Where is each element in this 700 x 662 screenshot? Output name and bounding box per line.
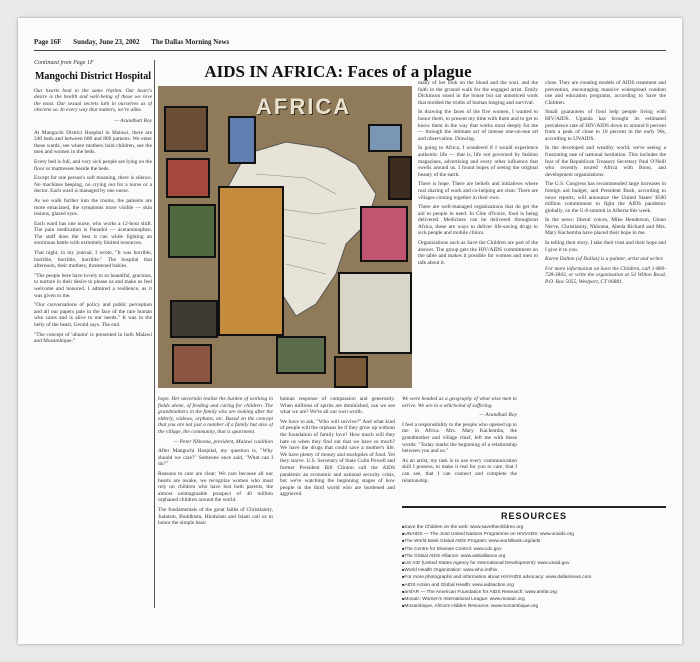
paragraph: "Our conversations of policy and public perception and all our papers pale in the face of the rare human who cares and is alive to our needs." It was in the belly of the beast, Gerald says. The end. bbox=[34, 302, 152, 328]
paragraph: We have to ask, "Who will survive?" And what kind of people will the orphans be if they grow up without the foundation of family love? How much will they hate us when they find out that we have so much? We have the drugs that could save a mother's life. We have plenty of money and stockpiles of food. Yet they starve. U.S. Secretary of State Colin Powell and former President Bill Clinton call the AIDS pandemic an economic and national security crisis, but we're watching the beginning stages of how people in the third world who are burdened and aggrieved. bbox=[280, 418, 395, 498]
paragraph: In the developed and wealthy world, we're seeing a frustrating rate of national hesitation. This includes the fear of the Republican Treasury Secretary Paul O'Neill who recently toured Africa with Bono, and development organizations. bbox=[545, 145, 666, 178]
paragraph: I feel a responsibility to the people who opened up to me in Africa. Mrs. Mary Kachemba, the grandmother and village chief, left me with these words: "Today marks the beginning of a relationship between you and us." bbox=[402, 421, 517, 455]
column-2 bbox=[158, 396, 273, 608]
paper-name: The Dallas Morning News bbox=[151, 38, 230, 46]
paragraph: Small guarantees of food help people living with HIV/AIDS. Uganda has brought its estimated prevalence rate of HIV/AIDS down to around 8 percent from a peak of close to 18 percent in the early 90s, according to UNAIDS. bbox=[545, 109, 666, 142]
paragraph: "The concept of 'ubuntu' is presented in both Malawi and Mozambique." bbox=[34, 331, 152, 345]
paragraph: The U.S. Congress has recommended large increases in foreign aid budget, and President Bush, according to news reports, will announce the United States' $500 million commitment to fight the AIDS pandemic globally, on the G-8 summit in Alberta this week. bbox=[545, 181, 666, 214]
quote-attribution: — Arundhati Roy bbox=[479, 412, 517, 419]
paragraph: That night, in my journal, I wrote, "It was horrible, horrible, horrible, horrible." The hospital that afternoon, their mothers, threatened babies. bbox=[34, 250, 152, 270]
mother-baby-photo bbox=[218, 186, 284, 336]
author-bio: Karen Dalton (of Dallas) is a painter, artist and writer. bbox=[545, 256, 664, 263]
portrait-photo-child bbox=[164, 106, 208, 152]
paragraph: The fundamentals of the great faiths of Christianity, Judaism, Buddhism, Hinduism and Islam call us to honor the simple basic bbox=[158, 506, 273, 527]
column-4 bbox=[402, 396, 517, 501]
paragraph: Every bed is full, and very sick people are lying on the floor or mattresses beside the beds. bbox=[34, 158, 152, 172]
village-photo bbox=[276, 336, 326, 374]
resources-list bbox=[402, 524, 666, 610]
paragraph: In going to Africa, I wondered if I would experience authentic life — that is, life not governed by fashion magazines, advertising and every other influence that swells around us. I found hopes of seeing the original beauty of the earth. bbox=[418, 145, 538, 178]
section-heading: Mangochi District Hospital bbox=[34, 70, 152, 82]
dark-portrait-photo bbox=[388, 156, 412, 200]
inset-map bbox=[338, 272, 412, 354]
resources-title: RESOURCES bbox=[500, 511, 567, 521]
paragraph: Each ward has one nurse, who works a 12-hour shift. The pain medication is Panadol — acetaminophen. The staff does the best it can while fighting an enormous battle with extremely limited resources. bbox=[34, 220, 152, 247]
paragraph: Organizations such as Save the Children are part of the answer. The group gets the HIV/AIDS commitment on the table and makes it possible for women and men to talk about it. bbox=[418, 240, 538, 266]
quote-attribution: — Peter Nkhoma, president, Malawi coalition bbox=[173, 438, 273, 445]
newspaper-page bbox=[18, 18, 682, 644]
contact-info: For more information on Save the Children, call 1-800-728-3843, or write the organization at 54 Wilton Road, P.O. Box 5055, Westport, CT 06881. bbox=[545, 265, 666, 286]
column-divider bbox=[154, 60, 155, 608]
paragraph: There are well-managed organizations that do get the aid to people in need. In Côte d'Ivoire, food is being delivered. Medicines can be delivered throughout Africa, these are ways to deliver life-saving drugs to sick people and mobile clinics. bbox=[418, 204, 538, 237]
resource-item[interactable]: ■ US AID (United States Agency for International Development): www.usaid.gov bbox=[402, 560, 666, 567]
paragraph: In the news: liberal voices, Mike Henderson, Glenn Nerve, Christianity, Nkhoma, Abeda Richard and Mrs. Mary Kachemba have placed their hope in me. bbox=[545, 217, 666, 237]
epigraph: Our hearts beat to the same rhythm. Our heart's desire is the health and well-being of those we love the most. Our sexual secrets lurk in ourselves as of obscene so. In every way that matters, we're alike. bbox=[34, 87, 152, 114]
continued-from: Continued from Page 1F bbox=[34, 60, 94, 66]
column-1 bbox=[34, 60, 152, 608]
collage-title: AFRICA bbox=[256, 94, 352, 119]
paragraph: Except for one person's soft moaning, there is silence. No machines beeping, no crying out for a nurse or a doctor. Each ward is managed by one nurse. bbox=[34, 175, 152, 195]
woman-photo bbox=[228, 116, 256, 164]
masthead bbox=[34, 38, 666, 51]
landscape-photo bbox=[168, 204, 216, 258]
portrait-photo-small bbox=[334, 356, 368, 388]
paragraph: In drawing the faces of the five women, I wanted to honor them, to present my time with them and to get to know them in the way that works most deeply for me — through the intimate act of intense one-on-one art and observation. Drawing. bbox=[418, 109, 538, 142]
quote: We were headed as a geography of what wise men to arrive. We are in a whirlwind of suffering. bbox=[402, 396, 517, 409]
resource-item[interactable]: ■ AIDS Action and Global Health: www.aidsaction.org bbox=[402, 582, 666, 589]
resource-item[interactable]: ■ World Health Organization: www.who.int/hiv bbox=[402, 567, 666, 574]
article-headline: AIDS IN AFRICA: Faces of a plague bbox=[204, 62, 472, 81]
photo-collage bbox=[158, 86, 412, 388]
resources-box bbox=[402, 506, 666, 618]
paragraph: As we walk further into the rooms, the patients are more emaciated, the symptoms more visible — skin lesions, glazed eyes. bbox=[34, 197, 152, 218]
quote: hope. Her uncertain realize the burden of working in fields alone, of feeding and caring for children. The grandmothers in the family who are looking after the elderly, widows, orphans, etc. Based on the concept that you are not just a number of a family but also of the village, the community, that is apartment. bbox=[158, 396, 273, 435]
paragraph: "The people here have lovely to so beautiful, gracious, to nurture in their desire to please us and make us feel welcome and honored. I admired a resilience, as it was given to me. bbox=[34, 272, 152, 299]
epigraph-attribution: — Arundhati Roy bbox=[114, 117, 152, 124]
children-photo bbox=[172, 344, 212, 384]
paragraph: As an artist, my task is to use every communication skill I possess, to make it real for you to care, that I can see, that I can connect and complete the relationship. bbox=[402, 457, 517, 484]
resource-item[interactable]: ■ The Global AIDS Alliance: www.aidsalliance.org bbox=[402, 553, 666, 560]
page-number: Page 16F bbox=[34, 38, 62, 46]
resource-item[interactable]: ■ amfAR — The American Foundation for AIDS Research: www.amfar.org bbox=[402, 589, 666, 596]
column-6 bbox=[545, 80, 666, 495]
group-photo bbox=[170, 300, 218, 338]
resource-item[interactable]: ■ UNAIDS — The Joint United Nations Programme on HIV/AIDS: www.unaids.org bbox=[402, 531, 666, 538]
resource-item[interactable]: ■ The Centre for Disease Control: www.cdc.gov bbox=[402, 546, 666, 553]
crowd-photo bbox=[166, 158, 210, 198]
paragraph: close. They are creating models of AIDS treatment and prevention, encouraging massive widespread condom use and education programs, according to Save the Children. bbox=[545, 80, 666, 106]
column-5 bbox=[418, 80, 538, 390]
resource-item[interactable]: ■ The World Bank Global AIDS Program: www.worldbank.org/aids bbox=[402, 538, 666, 545]
paragraph: There is hope. There are beliefs and initiatives where real sharing of work and co-helping are clear. There are villages coming together in their own. bbox=[418, 181, 538, 201]
resource-item[interactable]: ■ Mosaic: Women's International League: www.mosaic.org bbox=[402, 596, 666, 603]
resource-item[interactable]: ■ For more photographs and information about HIV/AIDS advocacy: www.dallasnews.com bbox=[402, 574, 666, 581]
column-3 bbox=[280, 396, 395, 608]
paragraph: At Mangochi District Hospital in Malawi, there are 240 beds and between 600 and 800 patients. We enter these wards, see where mothers hold children, see the men and women in the beds. bbox=[34, 129, 152, 156]
resource-item[interactable]: ■ Mozambique, Africa's Hidden Resource: www.mozambique.org bbox=[402, 603, 666, 610]
sky-photo bbox=[368, 124, 402, 152]
paragraph: Reasons to care are clear: We care because all our hearts are awake, we recognize women who must rely on children who have lost both parents, the almost unimaginable prospect of 40 million orphaned children around the world. bbox=[158, 470, 273, 504]
resource-item[interactable]: ■ Save the Children on the web: www.savethechildren.org bbox=[402, 524, 666, 531]
issue-date: Sunday, June 23, 2002 bbox=[73, 38, 140, 46]
paragraph: many of her look on the blood and the soul, and the faith in the ground walk for the engaged artist. Emily Dickinson stood in the house but sat unnoticed work that molded the truths of human longing and survival. bbox=[418, 80, 538, 106]
paragraph: human response of compassion and generosity. When millions of spirits are diminished, can we see what we are? We're all our own worth. bbox=[280, 396, 395, 416]
paragraph: After Mangochi Hospital, my question is, "Why should we care?" Someone once said, "What can I do?" bbox=[158, 448, 273, 468]
paragraph: In telling their story, I take their trust and their hope and I give it to you. bbox=[545, 240, 666, 253]
woman-headscarf-photo bbox=[360, 206, 408, 262]
